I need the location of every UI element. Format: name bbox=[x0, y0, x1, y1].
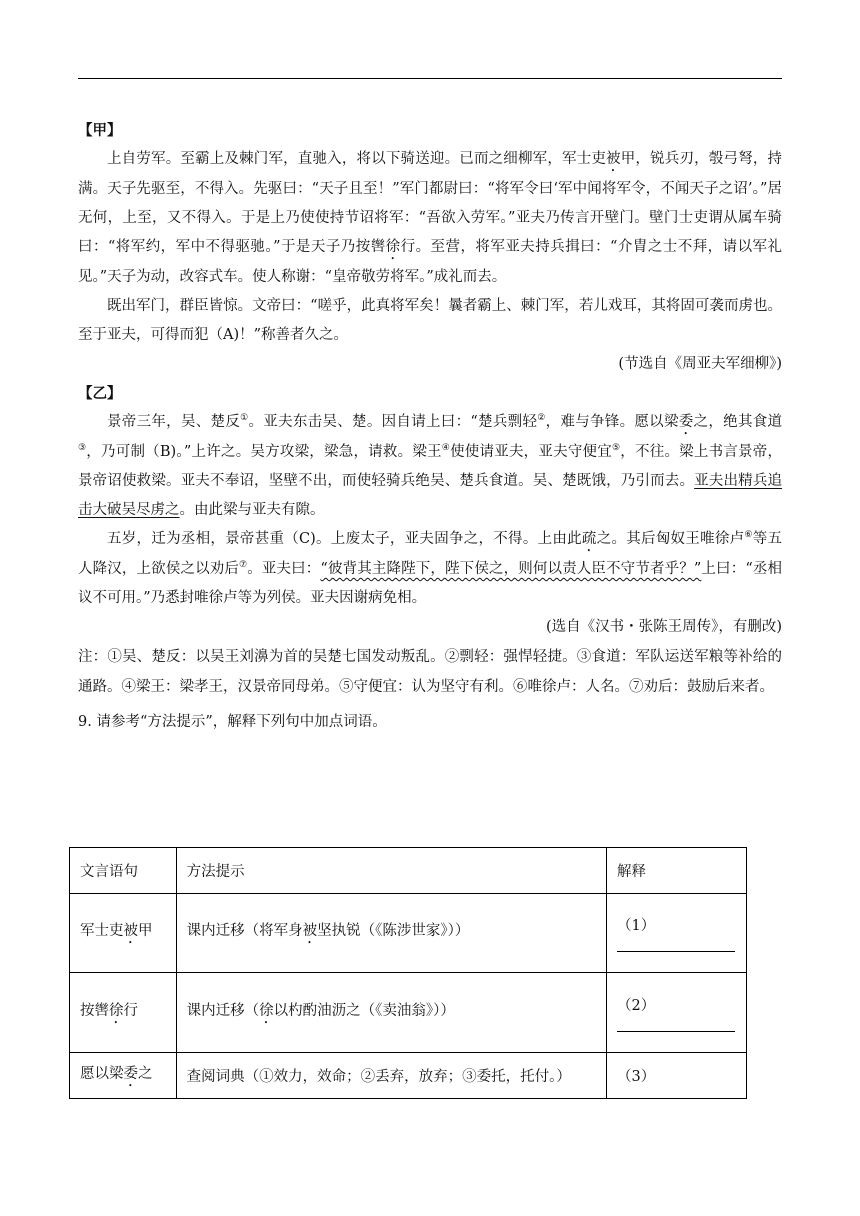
table-row bbox=[70, 973, 747, 1053]
row-hint: 查阅词典（①效力，效命；②丢弃，放弃；③委托，托付。） bbox=[176, 1053, 606, 1099]
answer-blank[interactable] bbox=[617, 1031, 735, 1032]
answer-cell[interactable]: （2） bbox=[607, 973, 747, 1053]
yi-paragraph-2: 五岁，迁为丞相，景帝甚重（C)。上废太子，亚夫固争之，不得。上由此疏之。其后匈奴王唯徐卢⑥等五人降汉，上欲侯之以劝后⑦。亚夫曰：“彼背其主降陛下，陛下侯之，则何以责人臣不守节者乎？”上曰：“丞相议不可用。”乃悉封唯徐卢等为列侯。亚夫因谢病免相。 bbox=[78, 530, 783, 606]
answer-cell[interactable]: （3） bbox=[607, 1053, 747, 1099]
jia-paragraph-2: 既出军门，群臣皆惊。文帝曰：“嗟乎，此真将军矣！曩者霸上、棘门军，若儿戏耳，其将固可袭而虏也。至于亚夫，可得而犯（A)！”称善者久之。 bbox=[78, 298, 782, 343]
section-heading-jia: 【甲】 bbox=[78, 122, 122, 139]
header-hint: 方法提示 bbox=[176, 848, 606, 894]
wavy-underlined-sentence: “彼背其主降陛下，陛下侯之，则何以责人臣不守节者乎？” bbox=[320, 561, 702, 577]
row-sentence: 愿以梁委之 bbox=[70, 1053, 177, 1099]
emphasis-word: 委 bbox=[678, 414, 694, 430]
header-rule bbox=[78, 78, 782, 79]
answer-cell[interactable]: （1） bbox=[607, 894, 747, 973]
section-heading-yi: 【乙】 bbox=[78, 385, 122, 402]
yi-source: (选自《汉书・张陈王周传》，有删改) bbox=[545, 619, 782, 635]
document-body bbox=[78, 116, 782, 737]
emphasis-word: 疏 bbox=[581, 531, 597, 547]
yi-paragraph-1: 景帝三年，吴、楚反①。亚夫东击吴、楚。因自请上曰：“楚兵剽轻②，难与争锋。愿以梁委之，绝其食道③，乃可制（B)。”上许之。吴方攻梁，梁急，请救。梁王④使使请亚夫，亚夫守便宜⑤，不往。梁上书言景帝，景帝诏使救梁。亚夫不奉诏，坚壁不出，而使轻骑兵绝吴、楚兵食道。吴、楚既饿，乃引而去。亚夫出精兵追击大破吴尽虏之。由此梁与亚夫有隙。 bbox=[78, 413, 783, 518]
row-hint: 课内迁移（将军身被坚执锐（《陈涉世家》）） bbox=[176, 894, 606, 973]
annotations: 注：①吴、楚反：以吴王刘濞为首的吴楚七国发动叛乱。②剽轻：强悍轻捷。③食道：军队运送军粮等补给的通路。④梁王：梁孝王，汉景帝同母弟。⑤守便宜：认为坚守有利。⑥唯徐卢：人名。⑦劝后：鼓励后来者。 bbox=[78, 649, 782, 695]
row-sentence: 军士吏被甲 bbox=[70, 894, 177, 973]
header-sentence: 文言语句 bbox=[70, 848, 177, 894]
jia-source: (节选自《周亚夫军细柳》) bbox=[618, 356, 782, 372]
table-row bbox=[70, 894, 747, 973]
emphasis-word: 被 bbox=[606, 151, 621, 167]
table-row bbox=[70, 1053, 747, 1099]
table-header-row bbox=[70, 848, 747, 894]
row-hint: 课内迁移（徐以杓酌油沥之（《卖油翁》）） bbox=[176, 973, 606, 1053]
emphasis-word: 徐 bbox=[385, 239, 401, 255]
jia-paragraph-1: 上自劳军。至霸上及棘门军，直驰入，将以下骑送迎。已而之细柳军，军士吏被甲，锐兵刃，彀弓弩，持满。天子先驱至，不得入。先驱曰：“天子且至！”军门都尉曰：“将军令曰‘军中闻将军令，不闻天子之诏’。”居无何，上至，又不得入。于是上乃使使持节诏将军：“吾欲入劳军。”亚夫乃传言开壁门。壁门士吏谓从属车骑曰：“将军约，军中不得驱驰。”于是天子乃按辔徐行。至营，将军亚夫持兵揖曰：“介胄之士不拜，请以军礼见。”天子为动，改容式车。使人称谢：“皇帝敬劳将军。”成礼而去。 bbox=[78, 151, 783, 285]
method-table bbox=[69, 847, 747, 1099]
question-9: 9. 请参考“方法提示”，解释下列句中加点词语。 bbox=[78, 714, 387, 730]
row-sentence: 按辔徐行 bbox=[70, 973, 177, 1053]
header-answer: 解释 bbox=[607, 848, 747, 894]
underlined-sentence: 亚夫出精兵追击大破吴尽虏之 bbox=[78, 473, 783, 518]
answer-blank[interactable] bbox=[617, 951, 735, 952]
